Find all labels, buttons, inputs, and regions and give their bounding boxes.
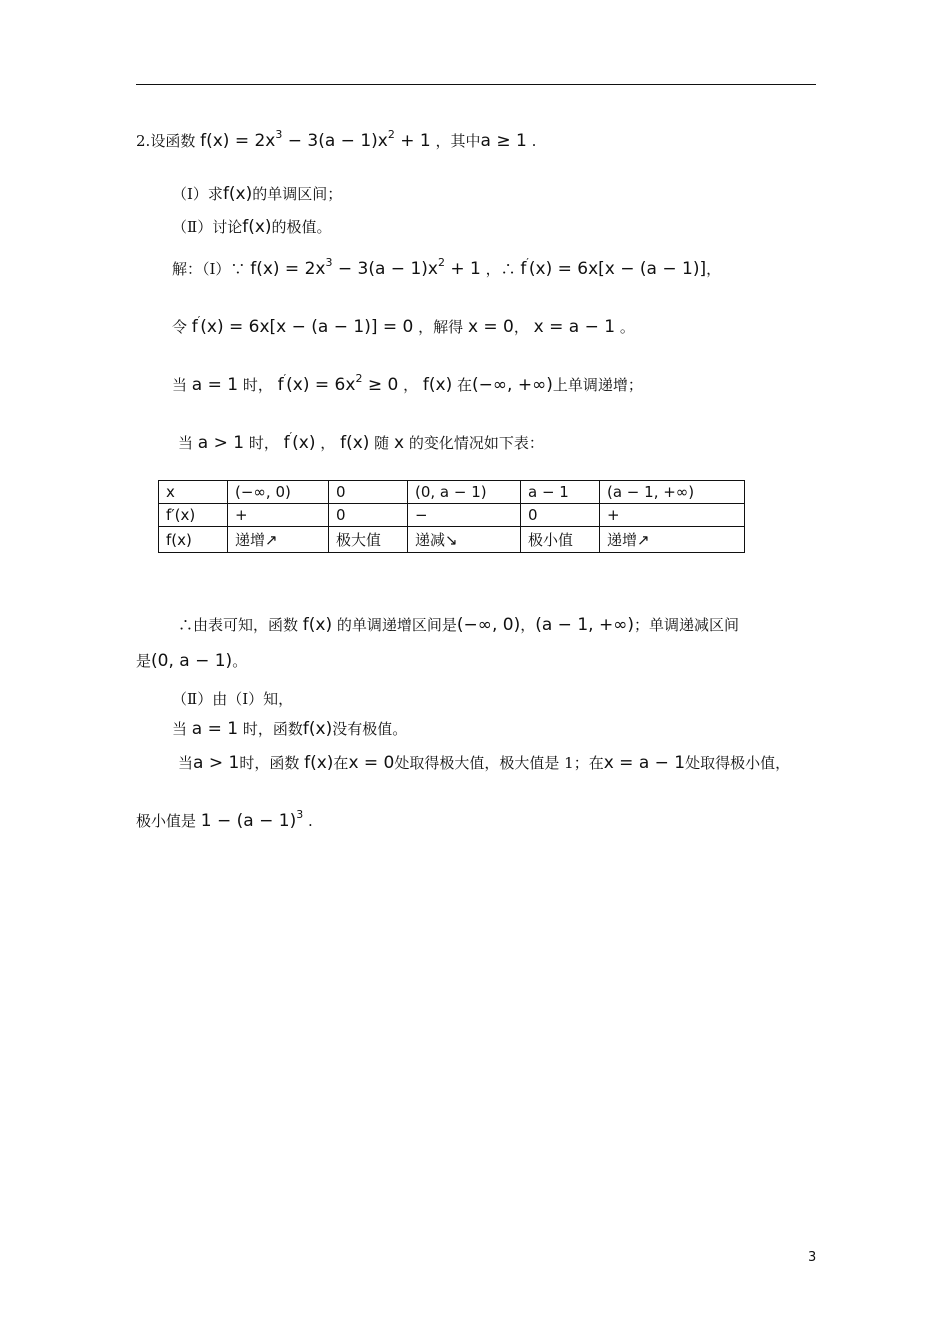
part2-line-3: 当a > 1时，函数 f(x)在x = 0处取得极大值，极大值是 1；在x = a − 1处取得极小值，	[178, 753, 791, 773]
table-row	[159, 527, 745, 553]
table-cell: 递增↗	[600, 527, 745, 553]
table-row	[159, 504, 745, 527]
table-cell: 0	[329, 504, 408, 527]
header-rule	[136, 84, 816, 85]
part2-line-4: 极小值是 $1 - (a - 1)^3$ .	[136, 808, 313, 831]
table-cell: 0	[521, 504, 600, 527]
table-cell: (0, a − 1)	[408, 481, 521, 504]
table-cell: 递增↗	[228, 527, 329, 553]
conclusion-line-2: 是(0, a − 1)。	[136, 651, 248, 671]
solution-line-4: 当 a > 1 时， f′(x) ， f(x) 随 x 的变化情况如下表：	[178, 430, 544, 453]
condition: a ≥ 1	[480, 131, 527, 151]
part2-line-1: （Ⅱ）由（Ⅰ）知，	[172, 690, 294, 708]
table-cell: x	[159, 481, 228, 504]
table-cell: f(x)	[159, 527, 228, 553]
table-cell: 极小值	[521, 527, 600, 553]
table-cell: (a − 1, +∞)	[600, 481, 745, 504]
solution-line-1: 解：（Ⅰ）∵ $f(x) = 2x^3 - 3(a - 1)x^2 + 1$ ，∴ f′(x) = 6x[x − (a − 1)]，	[172, 256, 722, 279]
table-cell: 0	[329, 481, 408, 504]
table-cell: 递减↘	[408, 527, 521, 553]
problem-number: 2.	[136, 132, 151, 150]
table-cell: +	[600, 504, 745, 527]
table-cell: (−∞, 0)	[228, 481, 329, 504]
table-cell: a − 1	[521, 481, 600, 504]
solution-line-3: 当 a = 1 时， $f'(x) = 6x^2 \ge 0$ ， f(x) 在(−∞, +∞)上单调递增；	[172, 372, 643, 395]
part1-question: （Ⅰ）求f(x)的单调区间；	[172, 184, 343, 204]
solution-line-2: 令 f′(x) = 6x[x − (a − 1)] = 0 ，解得 x = 0， x = a − 1 。	[172, 314, 635, 337]
table-cell: f′(x)	[159, 504, 228, 527]
part2-line-2: 当 a = 1 时，函数f(x)没有极值。	[172, 719, 408, 739]
table-cell: −	[408, 504, 521, 527]
part2-question: （Ⅱ）讨论f(x)的极值。	[172, 217, 332, 237]
function-definition: $f(x) = 2x^3 - 3(a - 1)x^2 + 1$	[200, 128, 431, 151]
page-number: 3	[808, 1250, 817, 1265]
problem-statement: 2.设函数 $f(x) = 2x^3 - 3(a - 1)x^2 + 1$ ，其中a ≥ 1 .	[136, 128, 537, 151]
table-row	[159, 481, 745, 504]
conclusion-line-1: ∴由表可知，函数 f(x) 的单调递增区间是(−∞, 0)，(a − 1, +∞)；单调递减区间	[178, 615, 739, 635]
variation-table	[158, 480, 745, 553]
table-cell: 极大值	[329, 527, 408, 553]
table-cell: +	[228, 504, 329, 527]
